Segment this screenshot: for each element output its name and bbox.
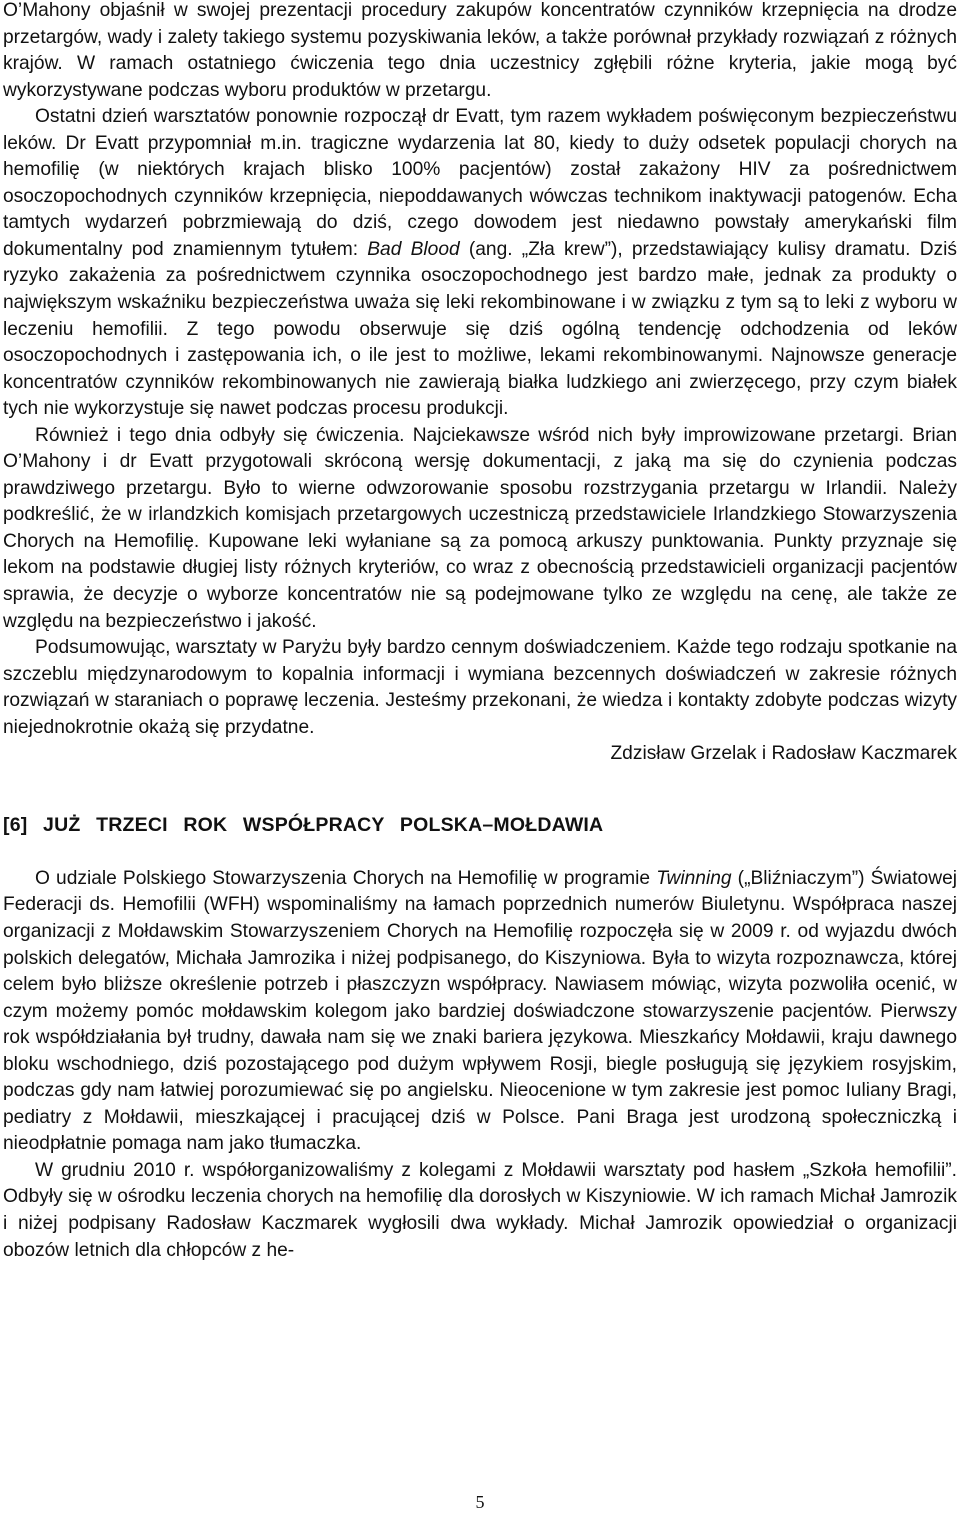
- article-2-body: [3, 866, 957, 1264]
- paragraph-text: (ang. „Zła krew”), przedstawiający kulisy dramatu. Dziś ryzyko zakażenia za pośrednictwem czynnika osoczopochodnego jest bardzo małe, jednak za produkty o największym wskaźniku bezpieczeństwa uważa się leki rekombinowane i w związku z tym są to leki z wyboru w leczeniu hemofilii. Z tego powodu obserwuje się dziś ogólną tendencję odchodzenia od leków osoczopochodnych i zastępowania ich, o ile jest to możliwe, lekami rekombinowanymi. Najnowsze generacje koncentratów czynników rekombinowanych nie zawierają białka ludzkiego ani zwierzęcego, przy czym białek tych nie wykorzystuje się nawet podczas procesu produkcji.: [3, 238, 958, 420]
- paragraph-text: O udziale Polskiego Stowarzyszenia Chorych na Hemofilię w programie: [35, 867, 657, 889]
- paragraph: [3, 635, 957, 741]
- article-2-heading: [6] JUŻ TRZECI ROK WSPÓŁPRACY POLSKA–MOŁDAWIA: [3, 813, 604, 836]
- article-1-signature: Zdzisław Grzelak i Radosław Kaczmarek: [610, 743, 957, 765]
- italic-title: Twinning: [656, 867, 732, 889]
- paragraph-text: („Bliźniaczym”) Światowej Federacji ds. Hemofilii (WFH) wspominaliśmy na łamach poprzednich numerów Biuletynu. Współpraca naszej organizacji z Mołdawskim Stowarzyszeniem Chorych na Hemofilię rozpoczęła się w 2009 r. od wyjazdu dwóch polskich delegatów, Michała Jamrozika i niżej podpisanego, do Kiszyniowa. Była to wizyta rozpoznawcza, której celem było bliższe określenie potrzeb i płaszczyzn współpracy. Nawiasem mówiąc, wizyta pozwoliła ocenić, w czym możemy pomóc mołdawskim kolegom jako bardziej doświadczone stowarzyszenie pacjentów. Pierwszy rok współdziałania był trudny, dawała nam się we znaki bariera językowa. Mieszkańcy Mołdawii, kraju dawnego bloku wschodniego, dziś pozostającego pod dużym wpływem Rosji, biegle posługują się językiem rosyjskim, podczas gdy nam łatwiej porozumiewać się po angielsku. Nieocenione w tym zakresie jest pomoc Iuliany Bragi, pediatry z Mołdawii, mieszkającej i pracującej dziś w Polsce. Pani Braga jest urodzoną społeczniczką i nieodpłatnie pomaga nam jako tłumaczka.: [3, 867, 958, 1155]
- paragraph: [3, 866, 957, 1158]
- paragraph-text: Ostatni dzień warsztatów ponownie rozpoczął dr Evatt, tym razem wykładem poświęconym bezpieczeństwu leków. Dr Evatt przypomniał m.in. tragiczne wydarzenia lat 80, kiedy to duży odsetek populacji chorych na hemofilię (w niektórych krajach blisko 100% pacjentów) został zakażony HIV za pośrednictwem osoczopochodnych czynników krzepnięcia, niepoddawanych wówczas technikom inaktywacji patogenów. Echa tamtych wydarzeń pobrzmiewają do dziś, czego dowodem jest niedawno powstały amerykański film dokumentalny pod znamiennym tytułem:: [3, 106, 957, 260]
- paragraph: [3, 104, 957, 423]
- italic-title: Bad Blood: [367, 238, 460, 260]
- paragraph-text: Również i tego dnia odbyły się ćwiczenia. Najciekawsze wśród nich były improwizowane przetargi. Brian O’Mahony i dr Evatt przygotowali skróconą wersję dokumentacji, z jaką ma się do czynienia podczas prawdziwego przetargu. Było to wierne odwzorowanie sposobu rozstrzygania przetargu w Irlandii. Należy podkreślić, że w irlandzkich komisjach przetargowych uczestniczą przedstawiciele Irlandzkiego Stowarzyszenia Chorych na Hemofilię. Kupowane leki wyłaniane są za pomocą arkuszy punktowania. Punkty przyznaje się lekom na podstawie długiej listy różnych kryteriów, co wraz z obecnością przedstawicieli organizacji pacjentów sprawia, że decyzje o wyborze koncentratów nie są podejmowane tylko ze względu na cenę, ale także ze względu na bezpieczeństwo i jakość.: [3, 424, 957, 632]
- paragraph: [3, 0, 957, 104]
- article-1-body: [3, 0, 957, 741]
- paragraph-text: W grudniu 2010 r. współorganizowaliśmy z kolegami z Mołdawii warsztaty pod hasłem „Szkoła hemofilii”. Odbyły się w ośrodku leczenia chorych na hemofilię dla dorosłych w Kiszyniowie. W ich ramach Michał Jamrozik i niżej podpisany Radosław Kaczmarek wygłosili dwa wykłady. Michał Jamrozik opowiedział o organizacji obozów letnich dla chłopców z he-: [3, 1159, 957, 1261]
- paragraph: [3, 1158, 957, 1264]
- paragraph-text: Podsumowując, warsztaty w Paryżu były bardzo cennym doświadczeniem. Każde tego rodzaju spotkanie na szczeblu międzynarodowym to kopalnia informacji i wymiana bezcennych doświadczeń w zakresie różnych rozwiązań w staraniach o poprawę leczenia. Jesteśmy przekonani, że wiedza i kontakty zdobyte podczas wizyty niejednokrotnie okażą się przydatne.: [3, 637, 957, 738]
- paragraph-text: O’Mahony objaśnił w swojej prezentacji procedury zakupów koncentratów czynników krzepnięcia na drodze przetargów, wady i zalety takiego systemu pozyskiwania leków, a także porównał przykłady rozwiązań z różnych krajów. W ramach ostatniego ćwiczenia tego dnia uczestnicy zgłębili różne kryteria, jakie mogą być wykorzystywane podczas wyboru produktów w przetargu.: [3, 0, 957, 101]
- paragraph: [3, 423, 957, 635]
- page-number: 5: [475, 1492, 485, 1512]
